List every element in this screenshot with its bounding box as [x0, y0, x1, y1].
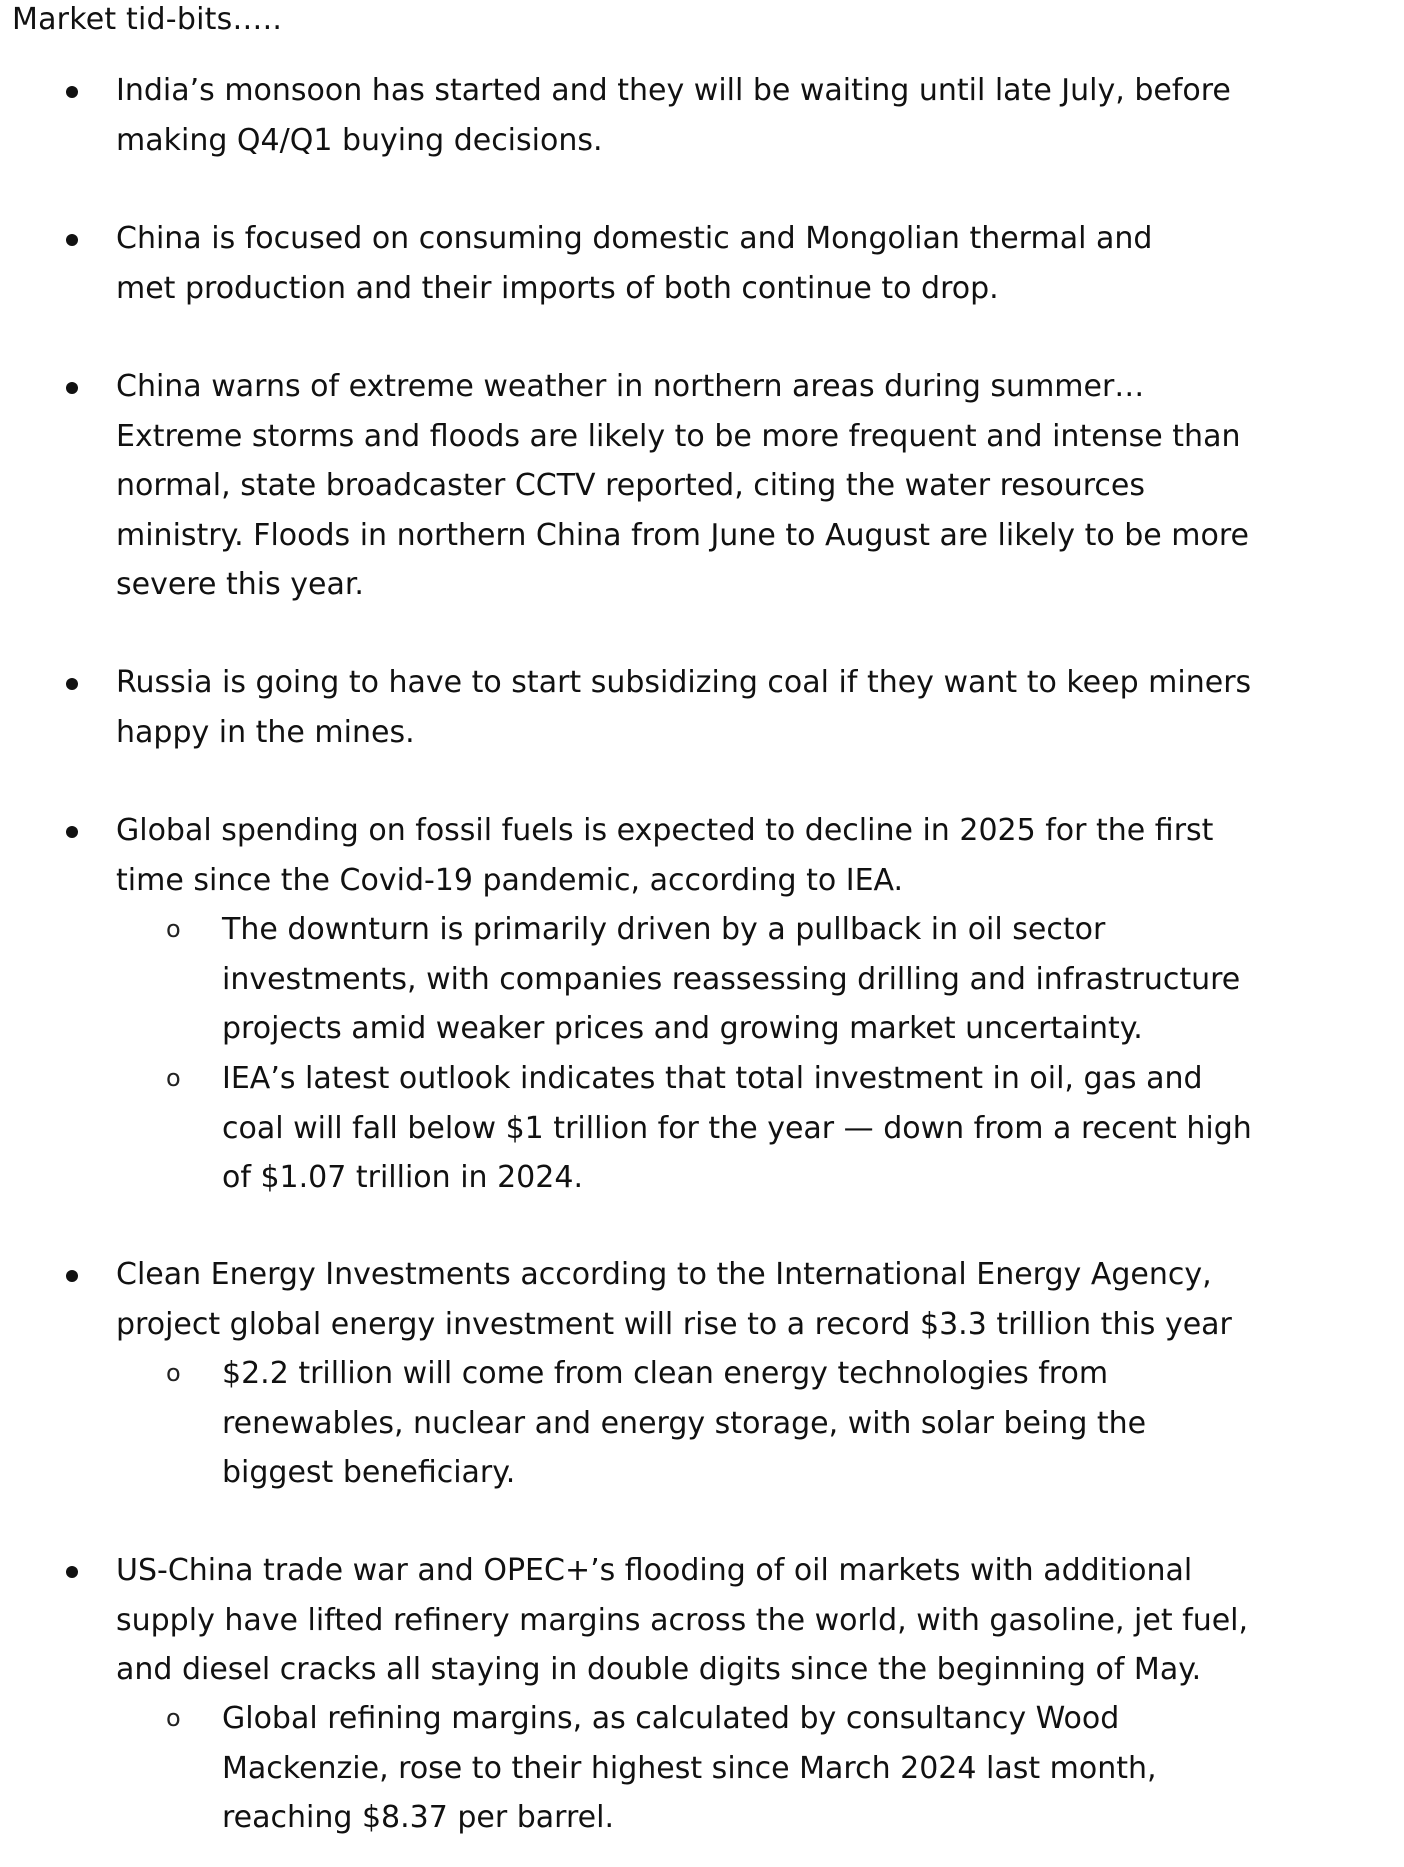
bullet-dot [66, 382, 78, 394]
sub-bullet-text: Global refining margins, as calculated by consultancy Wood Mackenzie, rose to their highest since March 2024 last month, reaching $8.37 per barrel. [222, 1701, 1157, 1835]
page-title: Market tid-bits….. [12, 2, 283, 37]
sub-bullet-marker: o [166, 1704, 181, 1732]
sub-bullet-text: The downturn is primarily driven by a pullback in oil sector investments, with companies reassessing drilling and infrastructure projects amid weaker prices and growing market uncertainty. [222, 912, 1241, 1046]
bullet-dot [66, 1270, 78, 1282]
bullet-text: Global spending on fossil fuels is expected to decline in 2025 for the first time since the Covid-19 pandemic, according to IEA. [116, 813, 1214, 898]
bullet-text: US-China trade war and OPEC+’s flooding of oil markets with additional supply have lifted refinery margins across the world, with gasoline, jet fuel, and diesel cracks all staying in double digits since the beginning of May. [116, 1553, 1249, 1687]
bullet-dot [66, 826, 78, 838]
sub-bullet-marker: o [166, 1064, 181, 1092]
sub-bullet-marker: o [166, 915, 181, 943]
sub-bullet-text: $2.2 trillion will come from clean energy technologies from renewables, nuclear and energy storage, with solar being the biggest beneficiary. [222, 1356, 1147, 1490]
bullet-text: Russia is going to have to start subsidizing coal if they want to keep miners happy in the mines. [116, 665, 1252, 750]
sub-bullet-text: IEA’s latest outlook indicates that total investment in oil, gas and coal will fall below $1 trillion for the year — down from a recent high of $1.07 trillion in 2024. [222, 1061, 1252, 1195]
bullet-dot [66, 234, 78, 246]
bullet-text: Clean Energy Investments according to the International Energy Agency, project global energy investment will rise to a record $3.3 trillion this year [116, 1257, 1232, 1342]
sub-bullet-marker: o [166, 1359, 181, 1387]
bullet-text: China is focused on consuming domestic and Mongolian thermal and met production and their imports of both continue to drop. [116, 221, 1153, 306]
bullet-text: China warns of extreme weather in northern areas during summer… Extreme storms and floods are likely to be more frequent and intense than normal, state broadcaster CCTV reported, citing the water resources ministry. Floods in northern China from June to August are likely to be more severe this year. [116, 369, 1249, 602]
bullet-dot [66, 86, 78, 98]
bullet-dot [66, 678, 78, 690]
bullet-text: India’s monsoon has started and they will be waiting until late July, before making Q4/Q1 buying decisions. [116, 73, 1231, 158]
bullet-dot [66, 1566, 78, 1578]
